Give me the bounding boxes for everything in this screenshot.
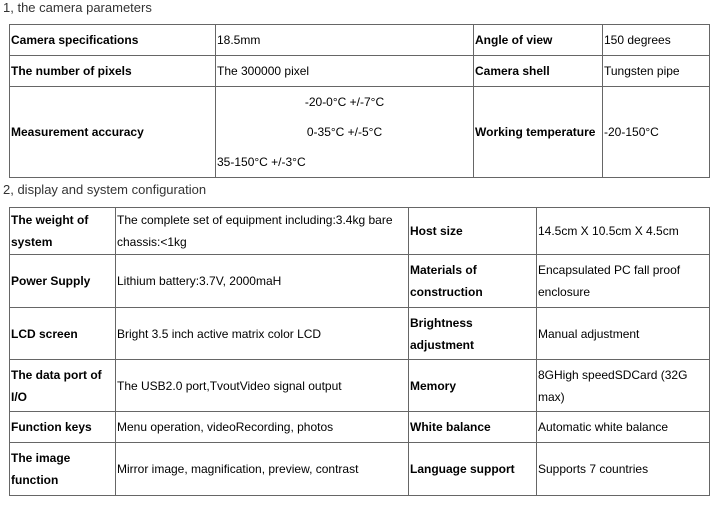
data-port-label: The data port of I/O — [10, 360, 116, 412]
camera-parameters-table — [9, 24, 710, 178]
angle-of-view-label: Angle of view — [474, 25, 603, 56]
camera-spec-value: 18.5mm — [216, 25, 474, 56]
pixels-label: The number of pixels — [10, 56, 216, 87]
table-row — [10, 255, 710, 308]
image-function-value: Mirror image, magnification, preview, contrast — [116, 443, 409, 496]
measurement-accuracy-label: Measurement accuracy — [10, 87, 216, 178]
accuracy-line-2: 0-35°C +/-5°C — [306, 125, 383, 139]
power-supply-value: Lithium battery:3.7V, 2000maH — [116, 255, 409, 308]
function-keys-label: Function keys — [10, 412, 116, 443]
materials-value: Encapsulated PC fall proof enclosure — [537, 255, 710, 308]
table-row — [10, 443, 710, 496]
camera-shell-label: Camera shell — [474, 56, 603, 87]
lcd-screen-value: Bright 3.5 inch active matrix color LCD — [116, 308, 409, 360]
camera-spec-label: Camera specifications — [10, 25, 216, 56]
pixels-value: The 300000 pixel — [216, 56, 474, 87]
language-support-value: Supports 7 countries — [537, 443, 710, 496]
brightness-label: Brightness adjustment — [409, 308, 537, 360]
materials-label: Materials of construction — [409, 255, 537, 308]
section-heading-display-system: 2, display and system configuration — [3, 182, 207, 197]
lcd-screen-label: LCD screen — [10, 308, 116, 360]
memory-value: 8GHigh speedSDCard (32G max) — [537, 360, 710, 412]
power-supply-label: Power Supply — [10, 255, 116, 308]
white-balance-label: White balance — [409, 412, 537, 443]
table-row — [10, 308, 710, 360]
working-temperature-label: Working temperature — [474, 87, 603, 178]
measurement-accuracy-value — [216, 87, 474, 178]
table-row — [10, 208, 710, 255]
host-size-value: 14.5cm X 10.5cm X 4.5cm — [537, 208, 710, 255]
accuracy-line-3: 35-150°C +/-3°C — [217, 155, 306, 169]
section-heading-camera-parameters: 1, the camera parameters — [3, 0, 152, 15]
memory-label: Memory — [409, 360, 537, 412]
working-temperature-value: -20-150°C — [603, 87, 710, 178]
data-port-value: The USB2.0 port,TvoutVideo signal output — [116, 360, 409, 412]
display-system-table — [9, 207, 710, 496]
table-row — [10, 360, 710, 412]
host-size-label: Host size — [409, 208, 537, 255]
table-row — [10, 87, 710, 178]
weight-value: The complete set of equipment including:3.4kg bare chassis:<1kg — [116, 208, 409, 255]
brightness-value: Manual adjustment — [537, 308, 710, 360]
accuracy-line-1: -20-0°C +/-7°C — [304, 95, 385, 109]
camera-shell-value: Tungsten pipe — [603, 56, 710, 87]
language-support-label: Language support — [409, 443, 537, 496]
angle-of-view-value: 150 degrees — [603, 25, 710, 56]
white-balance-value: Automatic white balance — [537, 412, 710, 443]
table-row — [10, 25, 710, 56]
image-function-label: The image function — [10, 443, 116, 496]
function-keys-value: Menu operation, videoRecording, photos — [116, 412, 409, 443]
weight-label: The weight of system — [10, 208, 116, 255]
table-row — [10, 412, 710, 443]
table-row — [10, 56, 710, 87]
